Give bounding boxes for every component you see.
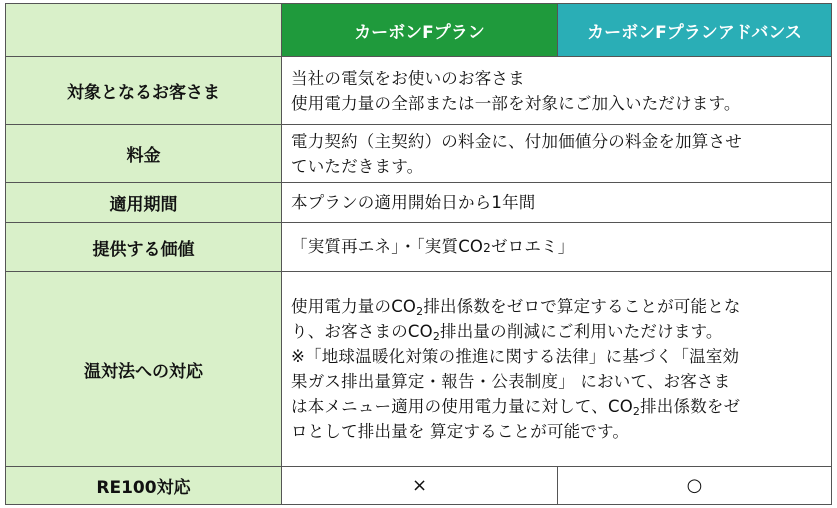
row-label-re100: RE100対応 — [6, 467, 282, 505]
plan-comparison-table — [5, 3, 832, 505]
text-line: ていただきます。 — [291, 156, 424, 176]
subscript-2: 2 — [483, 240, 491, 255]
text-part: り、お客さまのCO — [291, 322, 433, 341]
header-corner-cell — [6, 4, 282, 57]
row-value-law — [282, 272, 832, 467]
table-row — [6, 183, 832, 223]
text-part: 使用電力量のCO — [291, 297, 417, 316]
text-part: 排出係数をゼ — [640, 397, 741, 416]
text-line: 本プランの適用開始日から1年間 — [291, 193, 536, 212]
row-label-fee: 料金 — [6, 125, 282, 183]
text-part: 排出係数をゼロで算定することが可能とな — [423, 297, 741, 316]
re100-plan-b-mark: ○ — [558, 467, 832, 505]
table-row — [6, 467, 832, 505]
text-line — [291, 394, 823, 419]
plan-a-header: カーボンFプラン — [282, 4, 558, 57]
table-row — [6, 223, 832, 272]
text-part: 「実質再エネ」・「実質CO — [291, 236, 484, 256]
subscript-2: 2 — [632, 405, 641, 418]
text-line: 果ガス排出量算定・報告・公表制度」 において、お客さま — [291, 372, 731, 391]
subscript-2: 2 — [432, 330, 441, 343]
subscript-2: 2 — [416, 305, 424, 318]
text-line: ※「地球温暖化対策の推進に関する法律」に基づく「温室効 — [291, 347, 740, 366]
text-line: 当社の電気をお使いのお客さま — [291, 68, 525, 88]
row-value-target — [282, 57, 832, 125]
text-part: は本メニュー適用の使用電力量に対して、CO — [291, 397, 633, 416]
text-line — [291, 319, 823, 344]
row-label-target: 対象となるお客さま — [6, 57, 282, 125]
text-line: ロとして排出量を 算定することが可能です。 — [291, 422, 630, 441]
text-line — [291, 234, 823, 261]
row-label-value: 提供する価値 — [6, 223, 282, 272]
table-row — [6, 57, 832, 125]
text-line: 使用電力量の全部または一部を対象にご加入いただけます。 — [291, 93, 741, 113]
header-row — [6, 4, 832, 57]
row-label-period: 適用期間 — [6, 183, 282, 223]
row-label-law: 温対法への対応 — [6, 272, 282, 467]
text-part: 排出量の削減にご利用いただけます。 — [440, 322, 723, 341]
row-value-fee — [282, 125, 832, 183]
plan-b-header: カーボンFプランアドバンス — [558, 4, 832, 57]
re100-plan-a-mark: × — [282, 467, 558, 505]
text-part: ゼロエミ」 — [490, 236, 575, 256]
row-value-value — [282, 223, 832, 272]
text-line: 電力契約（主契約）の料金に、付加価値分の料金を加算させ — [291, 131, 742, 151]
table-row — [6, 272, 832, 467]
text-line — [291, 294, 823, 319]
row-value-period — [282, 183, 832, 223]
table-row — [6, 125, 832, 183]
